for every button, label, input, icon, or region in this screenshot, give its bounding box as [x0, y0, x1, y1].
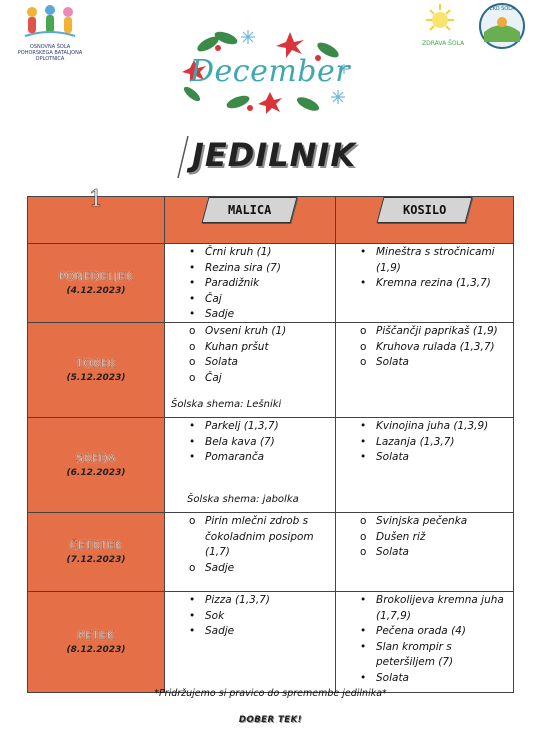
school-name: OSNOVNA ŠOLA POHORSKEGA BATALJONA OPLOTNICA — [17, 44, 83, 62]
list-item — [360, 545, 505, 561]
item-text: Črni kruh (1) — [205, 246, 272, 258]
bullet-icon: • — [360, 420, 367, 432]
bullet-icon: o — [189, 340, 196, 353]
malica-header — [165, 197, 336, 244]
kosilo-cell — [336, 592, 514, 693]
bullet-icon: • — [360, 594, 367, 606]
partner-logos — [418, 2, 530, 54]
day-cell — [28, 513, 165, 592]
list-item — [189, 276, 327, 292]
bullet-icon: • — [189, 609, 196, 622]
kosilo-header — [336, 197, 514, 244]
list-item — [360, 671, 505, 687]
list-item — [189, 292, 327, 308]
list-item — [360, 355, 505, 371]
bullet-icon: o — [189, 325, 196, 337]
list-item — [360, 624, 505, 640]
page-title: JEDILNIK — [192, 136, 357, 174]
bullet-icon: • — [189, 261, 196, 274]
zdrava-sola-label: ZDRAVA ŠOLA — [422, 40, 465, 47]
malica-list — [189, 245, 327, 323]
bullet-icon: • — [360, 640, 367, 653]
malica-cell — [165, 418, 336, 513]
malica-list — [189, 419, 327, 466]
item-text: Pizza (1,3,7) — [205, 594, 270, 606]
malica-cell — [165, 592, 336, 693]
list-item — [360, 324, 505, 340]
item-text: Bela kava (7) — [205, 435, 275, 448]
table-header-row — [28, 197, 514, 244]
day-date: (4.12.2023) — [66, 286, 126, 296]
bullet-icon: • — [189, 246, 196, 258]
item-text: Ovseni kruh (1) — [205, 325, 287, 337]
menu-table — [27, 187, 514, 693]
bullet-icon: • — [189, 594, 196, 606]
bullet-icon: • — [360, 277, 367, 289]
day-cell — [28, 418, 165, 513]
item-text: Svinjska pečenka — [376, 515, 468, 527]
slash-decoration-icon — [176, 134, 190, 180]
bullet-icon: • — [189, 292, 196, 305]
school-logo — [14, 4, 86, 66]
item-text: Sadje — [205, 308, 235, 320]
list-item — [360, 419, 505, 435]
day-name: TOREK — [76, 357, 116, 370]
day-name: PETEK — [77, 629, 115, 642]
list-item — [189, 593, 327, 609]
footnote: *Pridržujemo si pravico do spremembe jedilnika* — [154, 688, 387, 699]
day-row — [28, 513, 514, 592]
day-date: (6.12.2023) — [66, 468, 126, 478]
list-item — [360, 276, 505, 292]
day-cell — [28, 592, 165, 693]
bullet-icon: o — [189, 561, 196, 574]
item-text: Piščančji paprikaš (1,9) — [376, 325, 498, 337]
eko-sola-label: EKO ŠOLA — [489, 6, 515, 12]
malica-cell — [165, 244, 336, 323]
month-title: December — [190, 54, 351, 89]
bullet-icon: • — [360, 246, 367, 258]
day-cell — [28, 244, 165, 323]
kosilo-cell — [336, 513, 514, 592]
list-item — [360, 340, 505, 356]
item-text: Lazanja (1,3,7) — [376, 435, 455, 448]
kosilo-cell — [336, 323, 514, 418]
item-text: Pečena orada (4) — [376, 625, 466, 637]
day-name: ČETRTEK — [69, 539, 123, 552]
bullet-icon: • — [360, 435, 367, 448]
list-item — [189, 624, 327, 640]
day-row — [28, 323, 514, 418]
item-text: Čaj — [205, 292, 222, 305]
item-text: Paradižnik — [205, 277, 260, 289]
day-name: PONEDELJEK — [58, 270, 134, 283]
list-item — [360, 530, 505, 546]
malica-cell — [165, 323, 336, 418]
list-item — [189, 419, 327, 435]
kosilo-label: KOSILO — [402, 203, 447, 217]
list-item — [360, 593, 505, 624]
bullet-icon: • — [189, 277, 196, 289]
bullet-icon: o — [189, 356, 196, 368]
list-item — [189, 245, 327, 261]
item-text: Kruhova rulada (1,3,7) — [376, 340, 495, 353]
list-item — [189, 324, 327, 340]
item-text: Brokolijeva kremna juha (1,7,9) — [376, 594, 504, 622]
day-cell — [28, 323, 165, 418]
bullet-icon: • — [360, 625, 367, 637]
day-date: (5.12.2023) — [66, 373, 126, 383]
bullet-icon: o — [189, 371, 196, 384]
item-text: Solata — [376, 546, 409, 558]
bullet-icon: • — [360, 671, 367, 684]
item-text: Kvinojina juha (1,3,9) — [376, 420, 489, 432]
kosilo-list — [360, 419, 505, 466]
malica-list — [189, 514, 327, 576]
list-item — [360, 640, 505, 671]
item-text: Solata — [376, 451, 409, 463]
list-item — [189, 609, 327, 625]
malica-list — [189, 593, 327, 640]
december-banner — [178, 24, 358, 120]
week-number: 1 — [89, 187, 103, 212]
kosilo-list — [360, 593, 505, 686]
list-item — [189, 450, 327, 466]
item-text: Sok — [205, 609, 225, 622]
list-item — [360, 245, 505, 276]
item-text: Rezina sira (7) — [205, 261, 281, 274]
kosilo-tag — [376, 197, 472, 223]
day-date: (8.12.2023) — [66, 645, 126, 655]
school-scheme-note: Šolska shema: Lešniki — [171, 399, 282, 410]
bullet-icon: o — [360, 356, 367, 368]
kosilo-cell — [336, 244, 514, 323]
item-text: Slan krompir s peteršiljem (7) — [376, 640, 454, 668]
bullet-icon: o — [360, 325, 367, 337]
item-text: Sadje — [205, 625, 235, 637]
list-item — [189, 514, 327, 561]
item-text: Kuhan pršut — [205, 340, 269, 353]
day-row — [28, 244, 514, 323]
list-item — [189, 435, 327, 451]
malica-tag — [202, 197, 298, 223]
item-text: Dušen riž — [376, 530, 426, 543]
children-illustration-icon — [22, 4, 78, 42]
item-text: Solata — [376, 356, 409, 368]
list-item — [189, 307, 327, 323]
school-scheme-note: Šolska shema: jabolka — [187, 494, 299, 505]
day-date: (7.12.2023) — [66, 555, 126, 565]
list-item — [189, 371, 327, 387]
kosilo-cell — [336, 418, 514, 513]
day-row — [28, 592, 514, 693]
kosilo-list — [360, 514, 505, 561]
bullet-icon: • — [189, 308, 196, 320]
malica-label: MALICA — [228, 203, 272, 217]
bullet-icon: o — [360, 546, 367, 558]
bullet-icon: o — [360, 515, 367, 527]
list-item — [189, 340, 327, 356]
item-text: Čaj — [205, 371, 222, 384]
item-text: Solata — [205, 356, 238, 368]
bullet-icon: • — [189, 625, 196, 637]
list-item — [360, 514, 505, 530]
kosilo-list — [360, 245, 505, 292]
item-text: Sadje — [205, 561, 235, 574]
item-text: Pomaranča — [205, 451, 265, 463]
menu-title — [176, 134, 376, 180]
day-name: SREDA — [76, 452, 116, 465]
bullet-icon: o — [360, 530, 367, 543]
item-text: Kremna rezina (1,3,7) — [376, 277, 491, 289]
bullet-icon: • — [360, 451, 367, 463]
item-text: Solata — [376, 671, 409, 684]
list-item — [360, 450, 505, 466]
list-item — [189, 355, 327, 371]
item-text: Parkelj (1,3,7) — [205, 420, 279, 432]
bullet-icon: o — [189, 515, 196, 527]
item-text: Mineštra s stročnicami (1,9) — [376, 246, 495, 274]
day-row — [28, 418, 514, 513]
bullet-icon: • — [189, 435, 196, 448]
list-item — [189, 261, 327, 277]
item-text: Pirin mlečni zdrob s čokoladnim posipom (1,7) — [205, 515, 314, 558]
bullet-icon: • — [189, 451, 196, 463]
bullet-icon: • — [189, 420, 196, 432]
kosilo-list — [360, 324, 505, 371]
list-item — [189, 561, 327, 577]
malica-cell — [165, 513, 336, 592]
bullet-icon: o — [360, 340, 367, 353]
closing-text: DOBER TEK! — [238, 715, 303, 725]
list-item — [360, 435, 505, 451]
week-cell — [28, 187, 165, 244]
malica-list — [189, 324, 327, 386]
